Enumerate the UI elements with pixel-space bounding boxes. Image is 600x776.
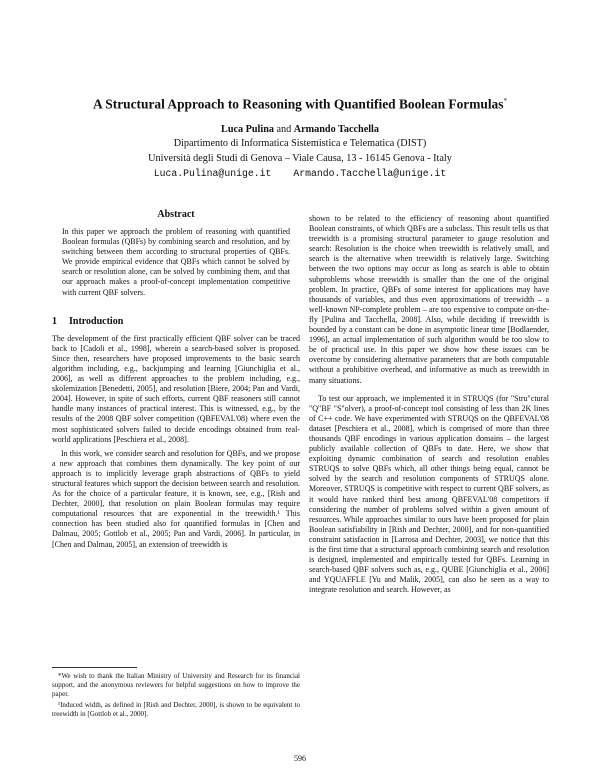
- footnotes: [52, 667, 300, 721]
- affiliation-line-1: Dipartimento di Informatica Sistemistica e Telematica (DIST): [173, 138, 427, 149]
- email-2: Armando.Tacchella@unige.it: [293, 168, 447, 179]
- footnote-1: ¹Induced width, as defined in [Rish and Dechter, 2000], is shown to be equivalent to treewidth in [Gottlob et al., 2000].: [52, 701, 300, 718]
- author-emails: [40, 167, 560, 180]
- right-column: [309, 214, 549, 595]
- footnote-acknowledgement: *We wish to thank the Italian Ministry of University and Research for its financial support, and the anonymous reviewers for helpful suggestions on how to improve the paper.: [52, 672, 300, 698]
- section-number: 1: [52, 315, 57, 327]
- author-conjunction: and: [276, 124, 292, 135]
- footnote-rule: [52, 667, 137, 668]
- section-title: Introduction: [69, 315, 124, 327]
- page-number: 596: [294, 754, 306, 763]
- paper-title: [40, 93, 560, 112]
- right-paragraph-1: shown to be related to the efficiency of reasoning about quantified Boolean constraints, of which QBFs are a subclass. This result tells us that treewidth is a promising structural parameter to gauge resolution and search: Resolution is the choice when treewidth is relatively small, and search is the alternative when treewidth is relatively large. Switching between the two options may occur as long as search is able to obtain subproblems whose treewidth is smaller than the one of the original problem. In practice, QBFs of some interest for applications may have thousands of variables, and thus even approximations of treewidth – a well-known NP-complete problem – are too expensive to compute on-the-fly [Pulina and Tacchella, 2008]. Also, while deciding if treewidth is bounded by a constant can be done in asymptotic linear time [Bodlaender, 1996], an actual implementation of such algorithm would be too slow to be of practical use. In this paper we show how these issues can be overcome by considering alternative parameters that are both computable without a prohibitive overhead, and informative as much as treewidth in many situations.: [309, 214, 549, 385]
- right-paragraph-2: To test our approach, we implemented it in STRUQS (for "Stru"ctural "Q"BF "S"olver), a proof-of-concept tool consisting of less than 2K lines of C++ code. We have experimented with STRUQS on the QBFEVAL'08 dataset [Peschiera et al., 2008], which is comprised of more than three thousands QBF encodings in various application domains – the largest publicly available collection of QBFs to date. Here, we show that exploiting dynamic combination of search and resolution enables STRUQS to solve QBFs which, all other things being equal, cannot be solved by the search and resolution components of STRUQS alone. Moreover, STRUQS is competitive with respect to current QBF solvers, as it would have ranked third best among QBFEVAL'08 competitors if considering the number of problems solved within a given amount of resources. While approaches similar to ours have been proposed for plain Boolean satisfiability in [Rish and Dechter, 2000], and for non-quantified constraint satisfaction in [Larrosa and Dechter, 2003], we notice that this is the first time that a structural approach combining search and resolution is designed, implemented and empirically tested for QBFs. Learning in search-based QBF solvers such as, e.g., QUBE [Giunchiglia et al., 2006] and YQUAFFLE [Yu and Malik, 2005], can also be seen as a way to integrate resolution and search. However, as: [309, 393, 549, 595]
- left-column: [52, 209, 300, 550]
- intro-paragraph-2: In this work, we consider search and resolution for QBFs, and we propose a new approach that combines them dynamically. The key point of our approach is to implicitly leverage graph abstractions of QBFs to yield structural features which support the decision between search and resolution. As for the choice of a particular feature, it is known, see, e.g., [Rish and Dechter, 2000], that resolution on plain Boolean formulas may require computational resources that are exponential in the treewidth.¹ This connection has been studied also for quantified formulas in [Chen and Dalmau, 2005; Gottlob et al., 2005; Pan and Vardi, 2006]. In particular, in [Chen and Dalmau, 2005], an extension of treewidth is: [52, 448, 300, 549]
- author-1: Luca Pulina: [221, 124, 274, 135]
- intro-paragraph-1: The development of the first practically efficient QBF solver can be traced back to [Cadoli et al., 1998], wherein a search-based solver is proposed. Since then, researchers have proposed improvements to the basic search algorithm including, e.g., backjumping and learning [Giunchiglia et al., 2006], as well as different approaches to the problem including, e.g., skolemization [Benedetti, 2005], and resolution [Biere, 2004; Pan and Vardi, 2004]. However, in spite of such efforts, current QBF reasoners still cannot handle many instances of practical interest. This is witnessed, e.g., by the results of the 2008 QBF solver competition (QBFEVAL'08) where even the most sophisticated solvers failed to decide encodings obtained from real-world applications [Peschiera et al., 2008].: [52, 333, 300, 444]
- paper-title-text: A Structural Approach to Reasoning with Quantified Boolean Formulas: [93, 96, 504, 112]
- section-heading-introduction: [52, 316, 300, 328]
- title-footnote-mark: *: [503, 97, 507, 105]
- affiliation-line-2: Università degli Studi di Genova – Viale Causa, 13 - 16145 Genova - Italy: [148, 152, 452, 164]
- abstract-heading: Abstract: [157, 209, 195, 220]
- affiliation: [40, 137, 560, 166]
- author-2: Armando Tacchella: [293, 124, 379, 135]
- email-1: Luca.Pulina@unige.it: [153, 168, 272, 179]
- author-line: [40, 123, 560, 137]
- abstract-text: In this paper we approach the problem of reasoning with quantified Boolean formulas (QBFs) by combining search and resolution, and by switching between them according to structural properties of QBFs. We provide empirical evidence that QBFs which cannot be solved by search or resolution alone, can be solved by combining them, and that our approach makes a proof-of-concept implementation competitive with current QBF solvers.: [62, 227, 290, 297]
